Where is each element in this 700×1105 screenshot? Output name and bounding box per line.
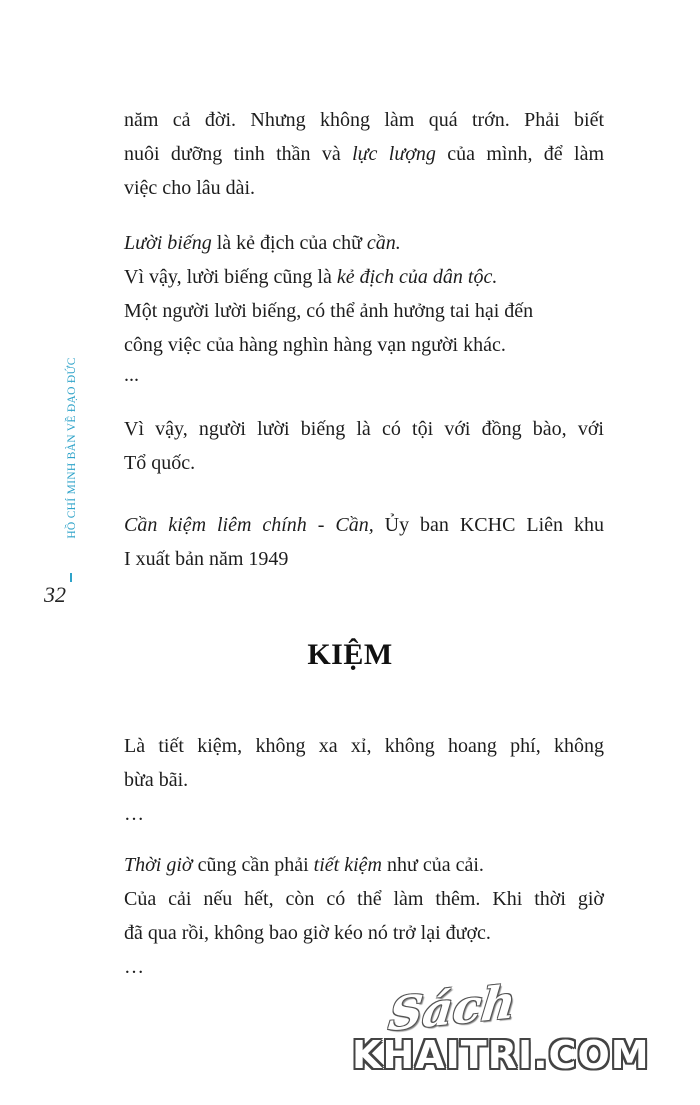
text-run: nuôi dưỡng tinh thần và <box>124 143 353 165</box>
text-run: như của cải. <box>381 854 484 876</box>
text-line <box>124 848 604 882</box>
text-run: của mình, để làm <box>435 143 605 165</box>
running-head: HỒ CHÍ MINH BÀN VỀ ĐẠO ĐỨC <box>66 357 78 539</box>
text-line <box>124 260 604 294</box>
text-run: là kẻ địch của chữ <box>211 232 367 254</box>
watermark-logo <box>352 974 687 1090</box>
ellipsis: ... <box>124 364 139 386</box>
text-line: Vì vậy, người lười biếng là có tội với đồng bào, với <box>124 418 604 440</box>
text-line: Là tiết kiệm, không xa xỉ, không hoang phí, không <box>124 735 604 757</box>
emphasis: kẻ địch của dân tộc. <box>336 266 498 288</box>
text-line: I xuất bản năm 1949 <box>124 548 289 570</box>
text-line: Tổ quốc. <box>124 452 196 474</box>
text-line <box>124 226 604 260</box>
emphasis: Cần kiệm liêm chính - Cần, <box>124 514 374 536</box>
paragraph-laziness <box>124 226 604 388</box>
page-number: 32 <box>44 582 66 607</box>
text-line: bừa bãi. <box>124 769 189 791</box>
emphasis: lực lượng <box>352 143 436 165</box>
paragraph-save-time <box>124 848 604 984</box>
text-line: việc cho lâu dài. <box>124 177 256 199</box>
running-head-rule <box>70 573 72 582</box>
text-line: Của cải nếu hết, còn có thể làm thêm. Khi thời giờ <box>124 888 604 910</box>
ellipsis: … <box>124 803 144 825</box>
text-run: Vì vậy, lười biếng cũng là <box>124 266 337 288</box>
paragraph-guilt <box>124 412 604 480</box>
watermark-text: KHAITRI.COM <box>352 1033 650 1077</box>
watermark-script: Sách <box>386 974 519 1042</box>
ellipsis: … <box>124 956 144 978</box>
text-line: đã qua rồi, không bao giờ kéo nó trở lại được. <box>124 922 491 944</box>
text-line <box>124 137 604 171</box>
emphasis: cần. <box>366 232 401 254</box>
text-line: năm cả đời. Nhưng không làm quá trớn. Phải biết <box>124 109 604 131</box>
citation <box>124 508 604 576</box>
emphasis: tiết kiệm <box>313 854 382 876</box>
text-line: Một người lười biếng, có thể ảnh hưởng tai hại đến <box>124 300 534 322</box>
emphasis: Lười biếng <box>124 232 212 254</box>
text-run: cũng cần phải <box>192 854 314 876</box>
text-run: Ủy ban KCHC Liên khu <box>373 514 604 536</box>
emphasis: Thời giờ <box>124 854 193 876</box>
paragraph-work-sustainably <box>124 103 604 205</box>
paragraph-thrift-definition <box>124 729 604 831</box>
text-line <box>124 508 604 542</box>
section-title: KIỆM <box>307 638 393 671</box>
text-line: công việc của hàng nghìn hàng vạn người khác. <box>124 334 506 356</box>
